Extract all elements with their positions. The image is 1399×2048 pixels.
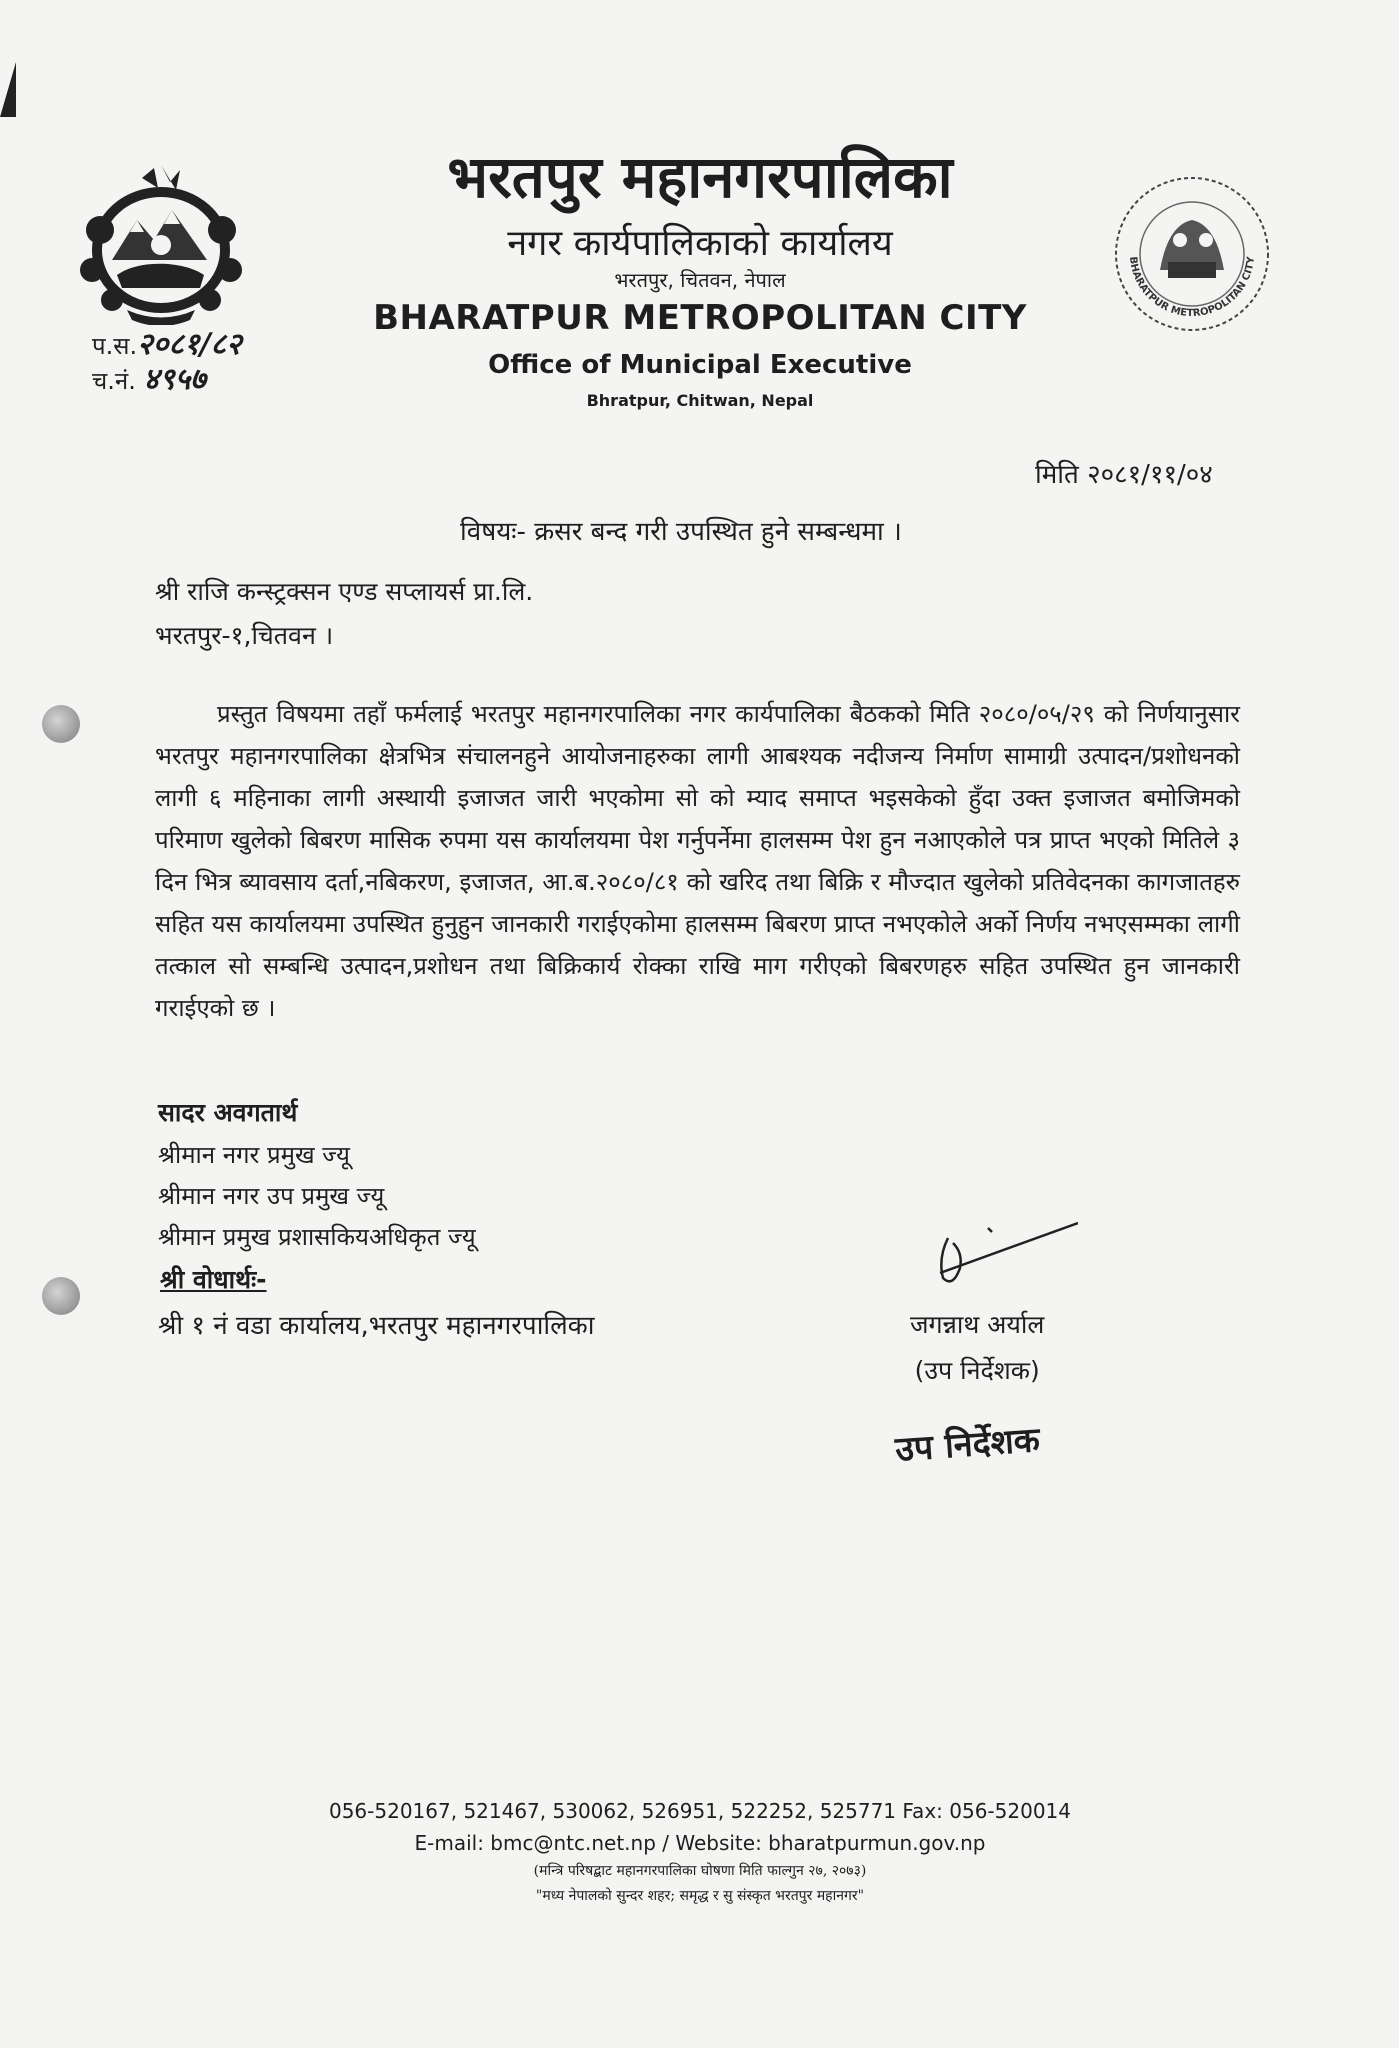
- body-paragraph: प्रस्तुत विषयमा तहाँ फर्मलाई भरतपुर महानगरपालिका नगर कार्यपालिका बैठकको मिति २०८०/०५/२९ को निर्णयानुसार भरतपुर महानगरपालिका क्षेत्रभित्र संचालनहुने आयोजनाहरुका लागी आबश्यक नदीजन्य निर्माण सामाग्री उत्पादन/प्रशोधनको लागी ६ महिनाका लागी अस्थायी इजाजत जारी भएकोमा सो को म्याद समाप्त भइसकेको हुँदा उक्त इजाजत बमोजिमको परिमाण खुलेको बिबरण मासिक रुपमा यस कार्यालयमा पेश गर्नुपर्नेमा हालसम्म पेश हुन नआएकोले पत्र प्राप्त भएको मितिले ३ दिन भित्र ब्यावसाय दर्ता,नबिकरण, इजाजत, आ.ब.२०८०/८१ को खरिद तथा बिक्रि र मौज्दात खुलेको प्रतिवेदनका कागजातहरु सहित यस कार्यालयमा उपस्थित हुनुहुन जानकारी गराईएकोमा हालसम्म बिबरण प्राप्त नभएकोले अर्को निर्णय नभएसम्मका लागी तत्काल सो सम्बन्धि उत्पादन,प्रशोधन तथा बिक्रिकार्य रोक्का राखि माग गरीएको बिबरणहरु सहित उपस्थित हुन जानकारी गराईएको छ ।: [155, 700, 1240, 1022]
- address-english: Bhratpur, Chitwan, Nepal: [586, 391, 814, 410]
- bodhartha-item: श्री १ नं वडा कार्यालय,भरतपुर महानगरपालिका: [158, 1311, 595, 1341]
- addressee-address: भरतपुर-१,चितवन ।: [155, 621, 334, 650]
- signature-image: [918, 1218, 1078, 1308]
- svg-text:BHARATPUR METROPOLITAN CITY: BHARATPUR METROPOLITAN CITY: [1126, 256, 1258, 320]
- nepal-emblem-logo: [72, 160, 250, 325]
- designation-stamp: उप निर्देशक: [893, 1419, 1042, 1470]
- letter-subject: विषयः- क्रसर बन्द गरी उपस्थित हुने सम्बन्धमा ।: [460, 517, 902, 547]
- punch-hole: [42, 705, 80, 743]
- footer: [200, 1795, 1200, 1909]
- footer-phones: 056-520167, 521467, 530062, 526951, 522252, 525771 Fax: 056-520014: [328, 1799, 1071, 1823]
- bodhartha-title: श्री वोधार्थः-: [160, 1265, 267, 1294]
- patra-sankhya: [92, 328, 242, 363]
- cc-item: श्रीमान नगर प्रमुख ज्यू: [158, 1141, 350, 1169]
- footer-email: E-mail: bmc@ntc.net.np / Website: bharatpurmun.gov.np: [414, 1831, 986, 1855]
- signatory-block: [910, 1302, 1044, 1394]
- letter-body: [155, 693, 1240, 1029]
- addressee-name: श्री राजि कन्स्ट्रक्सन एण्ड सप्लायर्स प्रा.लि.: [155, 577, 534, 606]
- office-title-english: Office of Municipal Executive: [488, 350, 912, 380]
- reference-block: [92, 328, 242, 398]
- corner-mark: [0, 62, 16, 117]
- footer-slogan: "मध्य नेपालको सुन्दर शहर; समृद्ध र सु संस्कृत भरतपुर महानगर": [535, 1888, 865, 1904]
- signatory-name: जगन्नाथ अर्याल: [910, 1310, 1045, 1339]
- cc-item: श्रीमान प्रमुख प्रशासकियअधिकृत ज्यू: [158, 1223, 476, 1251]
- chalani-value: ४९५७: [143, 362, 206, 397]
- signatory-designation: (उप निर्देशक): [914, 1356, 1040, 1385]
- letter-date: मिति २०८१/११/०४: [1035, 460, 1213, 490]
- address-nepali: भरतपुर, चितवन, नेपाल: [614, 268, 786, 292]
- footer-note: (मन्त्रि परिषद्बाट महानगरपालिका घोषणा मिति फाल्गुन २७, २०७३): [533, 1863, 867, 1879]
- org-title-nepali: भरतपुर महानगरपालिका: [447, 143, 953, 211]
- chalani-label: च.नं.: [92, 367, 136, 395]
- office-title-nepali: नगर कार्यपालिकाको कार्यालय: [507, 223, 893, 264]
- cc-title: सादर अवगतार्थ: [158, 1098, 298, 1127]
- chalani-number: [92, 363, 242, 398]
- patra-sankhya-value: २०८१/८२: [137, 327, 242, 362]
- patra-sankhya-label: प.स.: [92, 332, 138, 360]
- bharatpur-city-emblem-logo: [1108, 170, 1276, 338]
- cc-list: [158, 1135, 476, 1258]
- org-title-english: BHARATPUR METROPOLITAN CITY: [373, 298, 1027, 338]
- punch-hole: [42, 1277, 80, 1315]
- cc-item: श्रीमान नगर उप प्रमुख ज्यू: [158, 1182, 385, 1210]
- addressee-block: [155, 570, 533, 658]
